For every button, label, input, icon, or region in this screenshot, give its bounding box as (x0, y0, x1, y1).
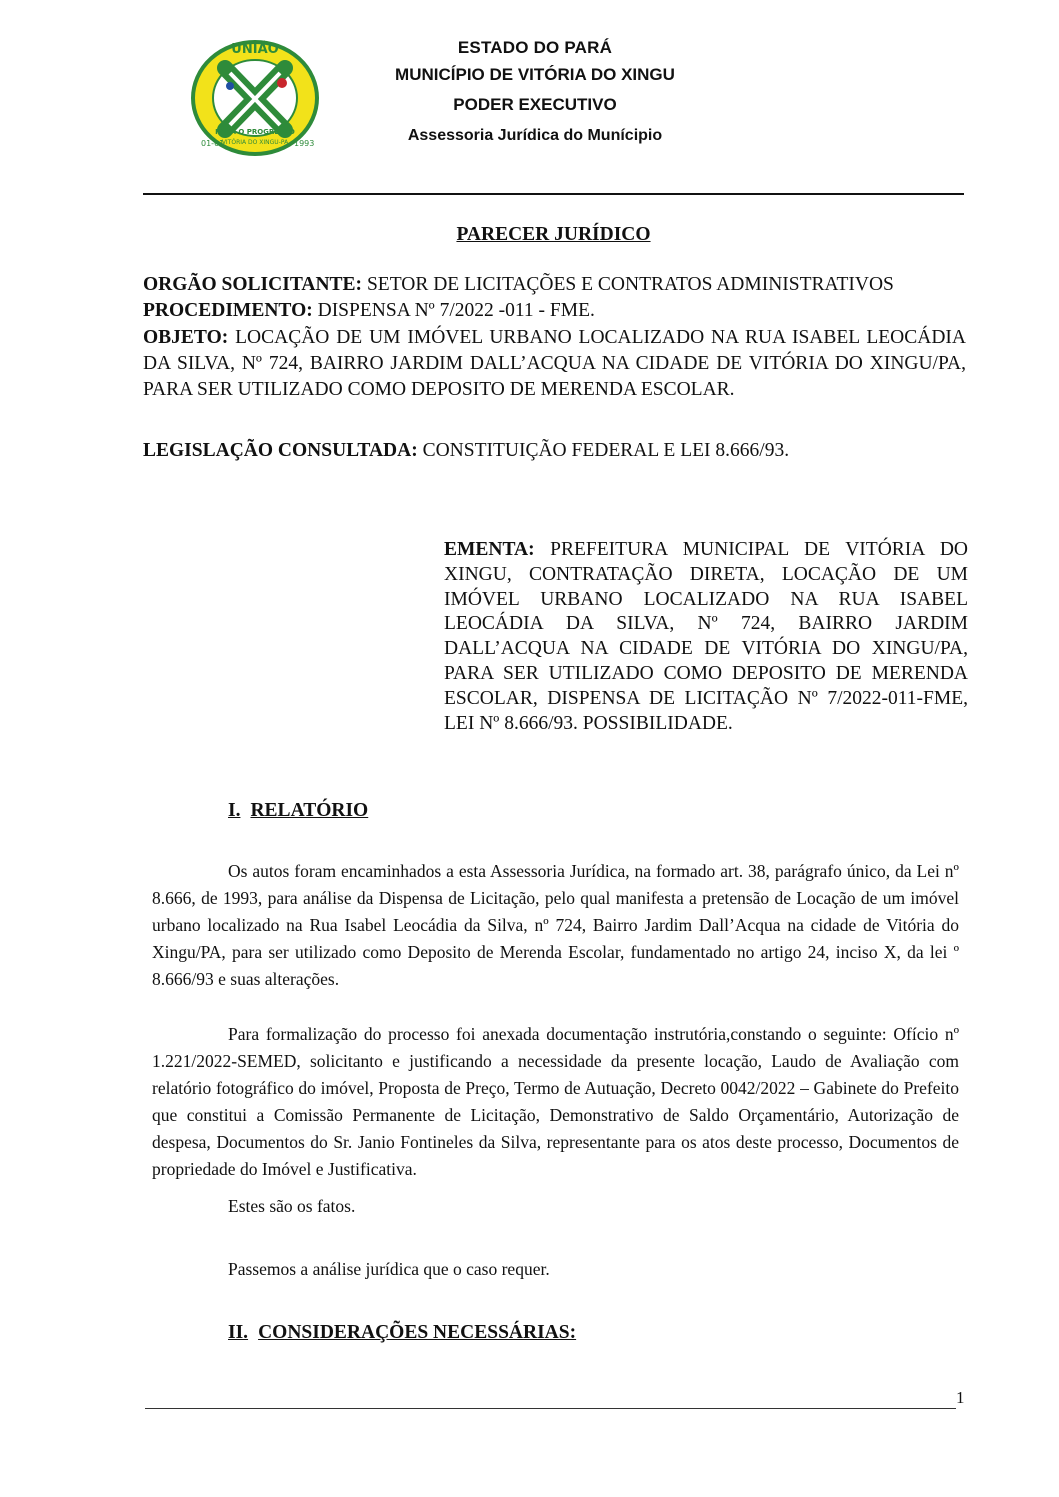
logo-text-top: UNIÃO (231, 42, 279, 57)
meta-procedimento-value: DISPENSA Nº 7/2022 -011 - FME. (312, 300, 595, 321)
paragraph-4: Passemos a análise jurídica que o caso requer. (228, 1259, 550, 1279)
meta-objeto-label: OBJETO: (143, 327, 229, 348)
paragraph-1: Os autos foram encaminhados a esta Assessoria Jurídica, na formado art. 38, parágrafo único, da Lei nº 8.666, de 1993, para análise da Dispensa de Licitação, pelo qual manifesta a pretensão de Locação de um imóvel urbano localizado na Rua Isabel Leocádia da Silva, nº 724, Bairro Jardim Dall’Acqua na cidade de Vitória do Xingu/PA, para ser utilizado como Deposito de Merenda Escolar, fundamentado no artigo 24, inciso X, da lei º 8.666/93 e suas alterações. (152, 861, 959, 989)
logo-text-bottom: VITÓRIA DO XINGU-PA (221, 139, 289, 146)
ementa (444, 538, 968, 736)
section-number: I. (228, 800, 241, 821)
meta-orgao-label: ORGÃO SOLICITANTE: (143, 274, 363, 295)
header-department: Assessoria Jurídica do Munícipio (407, 127, 663, 144)
header-state: ESTADO DO PARÁ (457, 38, 613, 57)
page-number: 1 (956, 1388, 965, 1407)
meta-objeto (143, 325, 966, 403)
header-municipality: MUNICÍPIO DE VITÓRIA DO XINGU (395, 65, 675, 84)
meta-orgao (143, 272, 966, 298)
header-divider (143, 193, 964, 195)
footer-divider (145, 1408, 956, 1409)
meta-procedimento-label: PROCEDIMENTO: (143, 300, 313, 321)
ementa-label: EMENTA: (444, 539, 535, 560)
meta-procedimento (143, 298, 966, 324)
section-label: RELATÓRIO (250, 800, 369, 821)
meta-legislacao-value: CONSTITUIÇÃO FEDERAL E LEI 8.666/93. (417, 440, 790, 461)
document-title: PARECER JURÍDICO (456, 224, 651, 245)
logo-text-side: PARA O PROGRESSO (215, 128, 295, 136)
paragraph-3: Estes são os fatos. (228, 1196, 356, 1216)
meta-orgao-value: SETOR DE LICITAÇÕES E CONTRATOS ADMINISTRATIVOS (362, 274, 894, 295)
meta-legislacao (143, 438, 966, 464)
municipal-logo (190, 38, 320, 156)
logo-year-left: 01-01 (201, 139, 225, 148)
section-relatorio-heading (228, 800, 368, 822)
header-power: PODER EXECUTIVO (453, 95, 617, 114)
meta-legislacao-label: LEGISLAÇÃO CONSULTADA: (143, 440, 418, 461)
logo-year-right: 1993 (294, 139, 315, 148)
section-consideracoes-heading (228, 1322, 576, 1344)
section-number: II. (228, 1322, 249, 1343)
ementa-text: PREFEITURA MUNICIPAL DE VITÓRIA DO XINGU, CONTRATAÇÃO DIRETA, LOCAÇÃO DE UM IMÓVEL URBANO LOCALIZADO NA RUA ISABEL LEOCÁDIA DA SILVA, Nº 724, BAIRRO JARDIM DALL’ACQUA NA CIDADE DE VITÓRIA DO XINGU/PA, PARA SER UTILIZADO COMO DEPOSITO DE MERENDA ESCOLAR, DISPENSA DE LICITAÇÃO Nº 7/2022-011-FME, LEI Nº 8.666/93. POSSIBILIDADE. (444, 539, 968, 734)
section-label: CONSIDERAÇÕES NECESSÁRIAS: (258, 1322, 577, 1343)
paragraph-2: Para formalização do processo foi anexada documentação instrutória,constando o seguinte: Ofício nº 1.221/2022-SEMED, solicitanto e justificando a necessidade da presente locação, Laudo de Avaliação com relatório fotográfico do imóvel, Proposta de Preço, Termo de Autuação, Decreto 0042/2022 – Gabinete do Prefeito que constitui a Comissão Permanente de Licitação, Demonstrativo de Saldo Orçamentário, Autorização de despesa, Documentos do Sr. Janio Fontineles da Silva, representante para os atos deste processo, Documentos de propriedade do Imóvel e Justificativa. (152, 1024, 959, 1179)
meta-objeto-value: LOCAÇÃO DE UM IMÓVEL URBANO LOCALIZADO NA RUA ISABEL LEOCÁDIA DA SILVA, Nº 724, BAIRRO JARDIM DALL’ACQUA NA CIDADE DE VITÓRIA DO XINGU/PA, PARA SER UTILIZADO COMO DEPOSITO DE MERENDA ESCOLAR. (143, 327, 966, 400)
